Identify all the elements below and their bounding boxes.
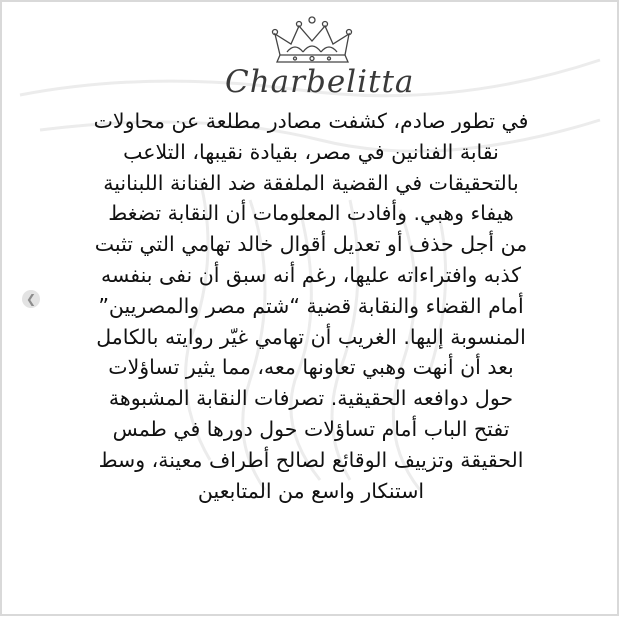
article-body — [28, 106, 594, 506]
article-line: المنسوبة إليها. الغريب أن تهامي غيّر روايته بالكامل — [96, 324, 526, 349]
article-line: تفتح الباب أمام تساؤلات حول دورها في طمس — [112, 416, 510, 441]
article-line: كذبه وافتراءاته عليها، رغم أنه سبق أن نفى بنفسه — [100, 262, 522, 287]
article-line: في تطور صادم، كشفت مصادر مطلعة عن محاولات — [93, 109, 529, 133]
article-line: هيفاء وهبي. وأفادت المعلومات أن النقابة تضغط — [108, 201, 514, 226]
chevron-left-icon[interactable]: ❮ — [22, 290, 40, 308]
article-line: نقابة الفنانين في مصر، بقيادة نقيبها، التلاعب — [123, 139, 499, 164]
article-line: استنكار واسع من المتابعين — [197, 478, 425, 503]
brand-name: Charbelitta — [225, 64, 415, 100]
article-line: أمام القضاء والنقابة قضية “شتم مصر والمصريين” — [98, 293, 524, 318]
article-line: من أجل حذف أو تعديل أقوال خالد تهامي التي تثبت — [94, 232, 528, 257]
article-line: الحقيقة وتزييف الوقائع لصالح أطراف معينة، وسط — [98, 447, 524, 472]
article-line: بعد أن أنهت وهبي تعاونها معه، مما يثير تساؤلات — [108, 355, 514, 380]
brand-logo — [225, 14, 415, 104]
article-line: حول دوافعه الحقيقية. تصرفات النقابة المشبوهة — [108, 386, 514, 411]
article-line: بالتحقيقات في القضية الملفقة ضد الفنانة اللبنانية — [103, 170, 519, 195]
